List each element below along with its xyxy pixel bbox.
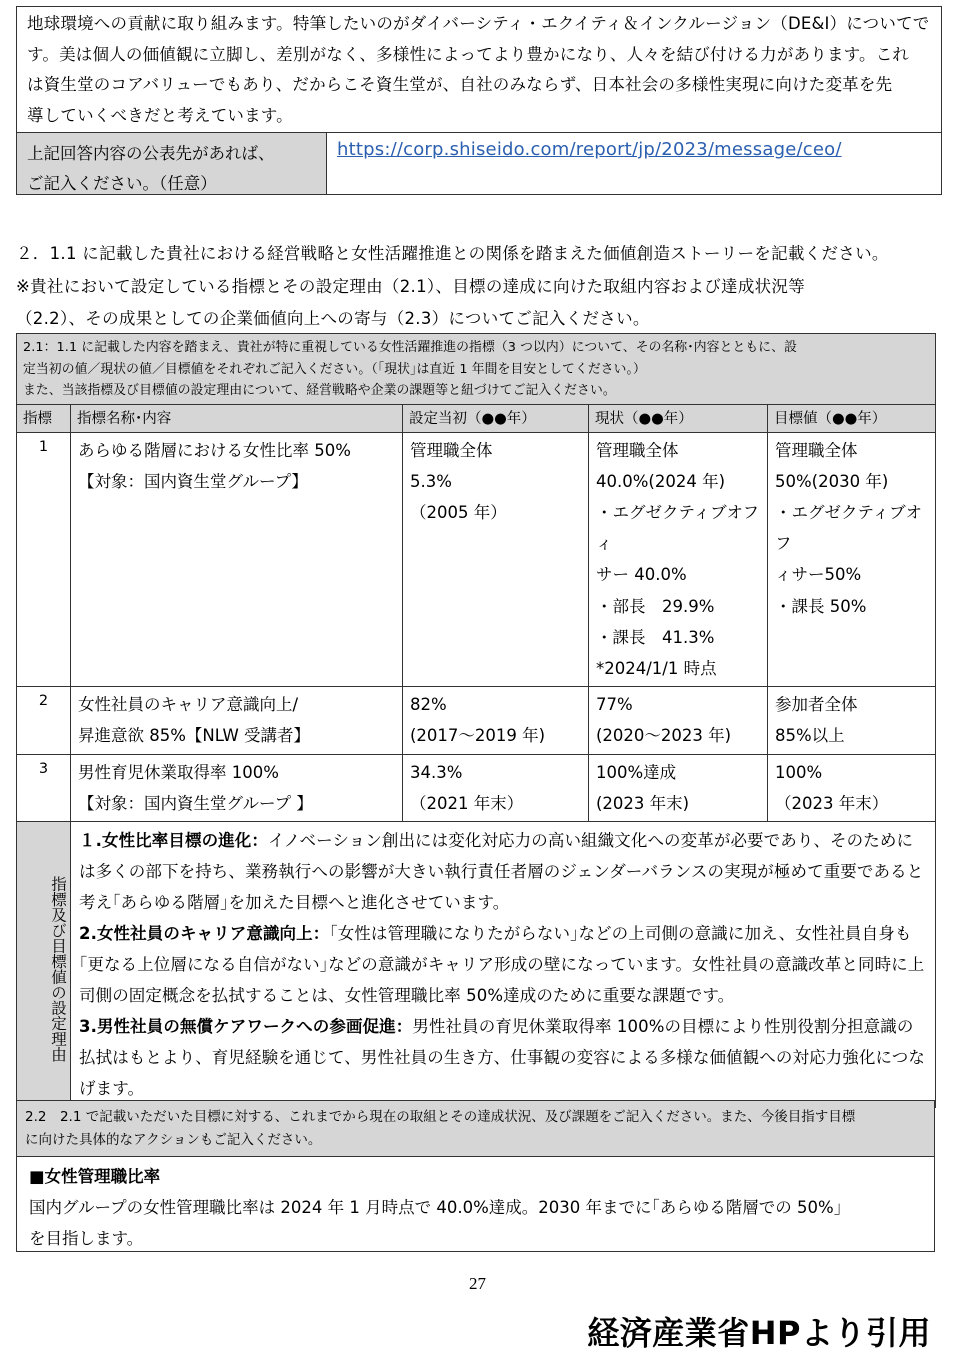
- paragraph-line: 地球環境への貢献に取り組みます。特筆したいのがダイバーシティ・エクイティ＆インクルージョン（DE&I）についてで: [27, 14, 930, 33]
- source-note: 経済産業省HPより引用: [587, 1314, 931, 1352]
- reason-body: 男性社員の育児休業取得率 100%の目標により性別役割分担意識の払拭はもとより、育児経験を通じて、男性社員の生き方、仕事観の変容による多様な価値観への対応力強化につなげます。: [79, 1016, 925, 1098]
- row-number: 2: [17, 687, 71, 754]
- paragraph-line: 導していくべきだと考えています。: [27, 105, 293, 125]
- header-line: 2.1：1.1 に記載した内容を踏まえ、貴社が特に重視している女性活躍推進の指標（3 つ以内）について、その名称･内容とともに、設: [23, 340, 797, 355]
- ceo-message-paragraph: [17, 7, 941, 133]
- label-line: ご記入ください。（任意）: [27, 174, 217, 193]
- indicator-name: 女性社員のキャリア意識向上/ 昇進意欲 85%【NLW 受講者】: [71, 687, 403, 754]
- reason-title: 3.男性社員の無償ケアワークへの参画促進：: [79, 1016, 413, 1036]
- reason-body: イノベーション創出には変化対応力の高い組織文化への変革が必要であり、そのためには多くの部下を持ち、業務執行への影響が大きい執行責任者層のジェンダーバランスの実現が極めて重要であると考え｢あらゆる階層｣を加えた目標へと進化させています。: [79, 830, 924, 912]
- section22-subtitle: ■女性管理職比率: [29, 1167, 161, 1186]
- section2-note-cont: （2.2）、その成果としての企業価値向上への寄与（2.3）についてご記入ください。: [16, 309, 650, 328]
- table-header-description: [17, 334, 936, 405]
- ceo-message-box: [16, 6, 942, 195]
- column-header: 設定当初（●●年）: [403, 404, 589, 432]
- header-line: 定当初の値／現状の値／目標値をそれぞれご記入ください。（｢現状｣は直近 1 年間を目安としてください。）: [23, 361, 646, 377]
- reason-body: ｢女性は管理職になりたがらない｣などの上司側の意識に加え、女性社員自身も｢更なる上位層になる自信がない｣などの意識がキャリア形成の壁になっています。女性社員の意識改革と同時に上司側の固定概念を払拭することは、女性管理職比率 50%達成のために重要な課題です。: [79, 923, 925, 1005]
- body-line: 国内グループの女性管理職比率は 2024 年 1 月時点で 40.0%達成。2030 年までに｢あらゆる階層での 50%｣: [29, 1198, 842, 1217]
- reason-label: 指標及び目標値の設定理由: [17, 821, 71, 1107]
- reason-title: １.女性比率目標の進化：: [79, 830, 268, 850]
- reason-title: 2.女性社員のキャリア意識向上：: [79, 923, 330, 943]
- current-value: 100%達成 (2023 年末): [589, 754, 768, 821]
- body-line: を目指します。: [29, 1229, 144, 1248]
- page-number: 27: [469, 1274, 486, 1293]
- reason-item: [79, 1011, 929, 1104]
- row-number: 3: [17, 754, 71, 821]
- publication-url-link[interactable]: https://corp.shiseido.com/report/jp/2023/message/ceo/: [337, 139, 842, 160]
- reason-row: [17, 821, 936, 1107]
- table-row: [17, 687, 936, 754]
- target-value: 参加者全体 85%以上: [768, 687, 936, 754]
- label-line: 上記回答内容の公表先があれば、: [27, 144, 275, 163]
- section2-heading: ２．1.1 に記載した貴社における経営戦略と女性活躍推進との関係を踏まえた価値創造ストーリーを記載ください。: [16, 244, 889, 263]
- table-row: [17, 754, 936, 821]
- paragraph-line: す。美は個人の価値観に立脚し、差別がなく、多様性によってより豊かになり、人々を結び付ける力があります。これ: [27, 44, 910, 64]
- indicators-table: [16, 333, 936, 1108]
- section22-body: [17, 1157, 934, 1251]
- paragraph-line: は資生堂のコアバリューでもあり、だからこそ資生堂が、自社のみならず、日本社会の多様性実現に向けた変革を先: [27, 75, 893, 94]
- target-value: 100% （2023 年末）: [768, 754, 936, 821]
- initial-value: 82% (2017～2019 年): [403, 687, 589, 754]
- indicator-name: あらゆる階層における女性比率 50% 【対象：国内資生堂グループ】: [71, 432, 403, 687]
- publication-label: [17, 133, 327, 194]
- target-value: 管理職全体 50%(2030 年) ・エグゼクティブオフ ィサー50% ・課長 50%: [768, 432, 936, 687]
- row-number: 1: [17, 432, 71, 687]
- initial-value: 34.3% （2021 年末）: [403, 754, 589, 821]
- section2-note: ※貴社において設定している指標とその設定理由（2.1）、目標の達成に向けた取組内容および達成状況等: [16, 277, 806, 296]
- current-value: 管理職全体 40.0%(2024 年) ・エグゼクティブオフィ サー 40.0% ・部長 29.9% ・課長 41.3% *2024/1/1 時点: [589, 432, 768, 687]
- header-line: に向けた具体的なアクションもご記入ください。: [25, 1132, 322, 1148]
- table-row: [17, 432, 936, 687]
- header-line: 2.2 2.1 で記載いただいた目標に対する、これまでから現在の取組とその達成状況、及び課題をご記入ください。また、今後目指す目標: [25, 1109, 856, 1125]
- column-header: 現状（●●年）: [589, 404, 768, 432]
- initial-value: 管理職全体 5.3% （2005 年）: [403, 432, 589, 687]
- reason-item: [79, 825, 929, 918]
- column-header: 指標名称･内容: [71, 404, 403, 432]
- reason-text: [71, 821, 936, 1107]
- column-header: 目標値（●●年）: [768, 404, 936, 432]
- indicator-name: 男性育児休業取得率 100% 【対象：国内資生堂グループ 】: [71, 754, 403, 821]
- current-value: 77% (2020～2023 年): [589, 687, 768, 754]
- reason-item: [79, 918, 929, 1011]
- column-header: 指標: [17, 404, 71, 432]
- section22-header: [17, 1101, 934, 1157]
- column-header-row: [17, 404, 936, 432]
- section22-box: [16, 1100, 935, 1252]
- header-line: また、当該指標及び目標値の設定理由について、経営戦略や企業の課題等と紐づけてご記入ください。: [23, 383, 616, 398]
